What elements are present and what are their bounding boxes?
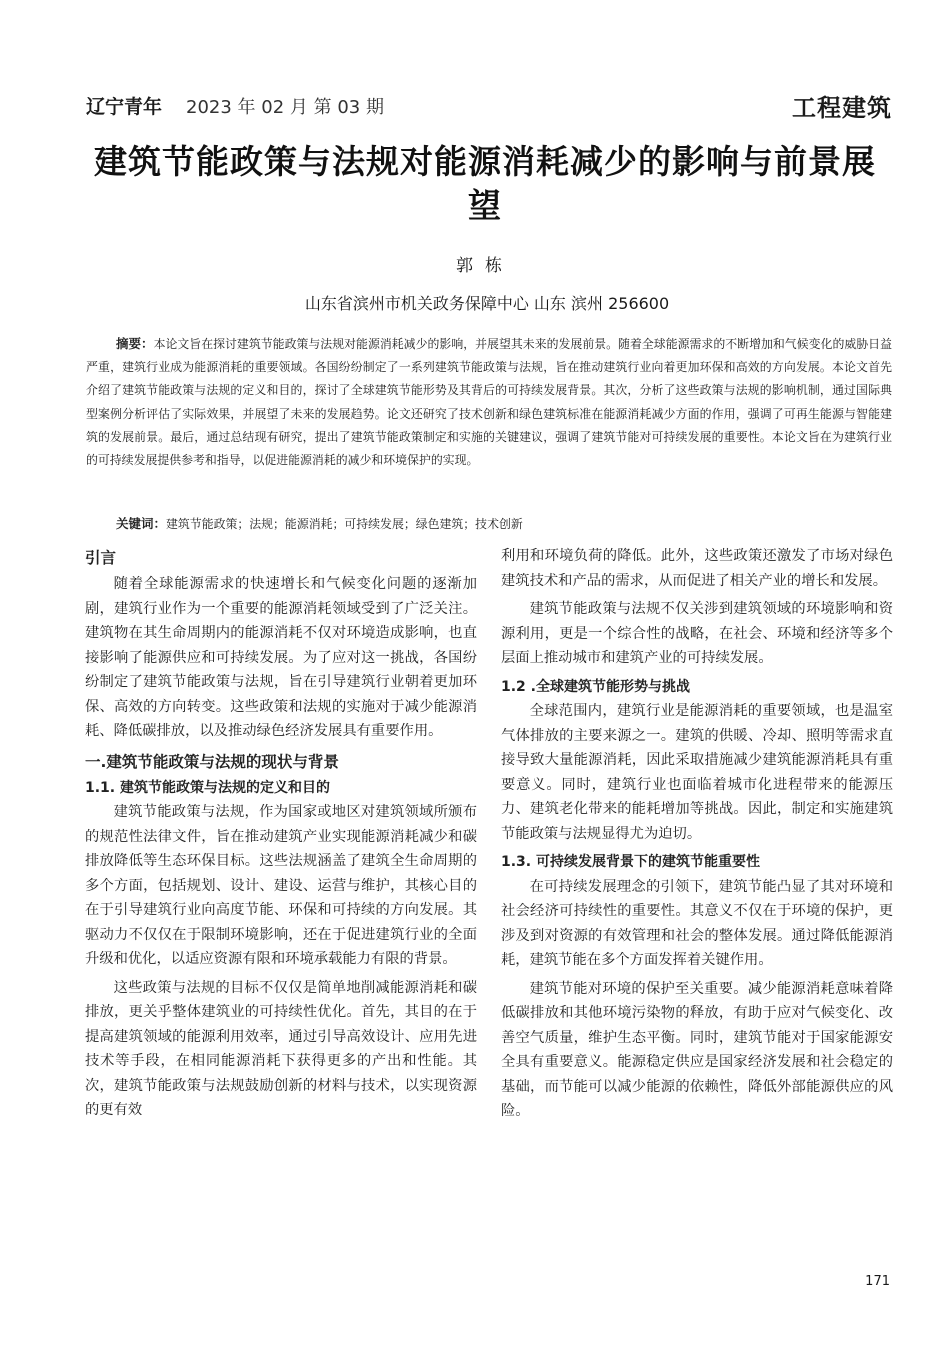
abstract-text: 本论文旨在探讨建筑节能政策与法规对能源消耗减少的影响，并展望其未来的发展前景。随着全球能源需求的不断增加和气候变化的威胁日益严重，建筑行业成为能源消耗的重要领域。各国纷纷制定了一系列建筑节能政策与法规，旨在推动建筑行业向着更加环保和高效的方向发展。本论文首先介绍了建筑节能政策与法规的定义和目的，探讨了全球建筑节能形势及其背后的可持续发展背景。其次，分析了这些政策与法规的影响机制，通过国际典型案例分析评估了实际效果，并展望了未来的发展趋势。论文还研究了技术创新和绿色建筑标准在能源消耗减少方面的作用，强调了可再生能源与智能建筑的发展前景。最后，通过总结现有研究，提出了建筑节能政策制定和实施的关键建议，强调了建筑节能对可持续发展的重要性。本论文旨在为建筑行业的可持续发展提供参考和指导，以促进能源消耗的减少和环境保护的实现。 [86,337,892,468]
paragraph-intro: 随着全球能源需求的快速增长和气候变化问题的逐渐加剧，建筑行业作为一个重要的能源消耗领域受到了广泛关注。建筑物在其生命周期内的能源消耗不仅对环境造成影响，也直接影响了能源供应和可持续发展。为了应对这一挑战，各国纷纷制定了建筑节能政策与法规，旨在引导建筑行业朝着更加环保、高效的方向转变。这些政策和法规的实施对于减少能源消耗、降低碳排放，以及推动绿色经济发展具有重要作用。 [85,576,477,739]
journal-name: 辽宁青年 [86,96,163,118]
heading-1-3: 1.3. 可持续发展背景下的建筑节能重要性 [501,854,760,870]
page-number: 171 [865,1274,890,1289]
paragraph-1-1-c: 建筑节能政策与法规不仅关涉到建筑领域的环境影响和资源利用，更是一个综合性的战略，在社会、环境和经济等多个层面上推动城市和建筑产业的可持续发展。 [501,601,893,666]
page-header [86,88,892,124]
keywords-label: 关键词： [116,516,167,531]
paragraph-1-1-b: 这些政策与法规的目标不仅仅是简单地削减能源消耗和碳排放，更关乎整体建筑业的可持续性优化。首先，其目的在于提高建筑领域的能源利用效率，通过引导高效设计、应用先进技术等手段，在相同能源消耗下获得更多的产出和性能。其次，建筑节能政策与法规鼓励创新的材料与技术，以实现资源的更有效 [85,979,477,1118]
author-affiliation: 山东省滨州市机关政务保障中心 山东 滨州 256600 [304,294,670,313]
heading-1-1: 1.1. 建筑节能政策与法规的定义和目的 [85,779,330,796]
abstract [86,332,892,472]
paragraph-1-3-b: 建筑节能对环境的保护至关重要。减少能源消耗意味着降低碳排放和其他环境污染物的释放，有助于应对气候变化、改善空气质量，维护生态平衡。同时，建筑节能对于国家能源安全具有重要意义。能源稳定供应是国家经济发展和社会稳定的基础，而节能可以减少能源的依赖性，降低外部能源供应的风险。 [501,980,893,1119]
right-column [501,544,893,1124]
heading-section-1: 一.建筑节能政策与法规的现状与背景 [85,752,339,771]
heading-intro: 引言 [85,549,117,567]
paper-title: 建筑节能政策与法规对能源消耗减少的影响与前景展望 [94,142,876,225]
left-column [85,544,477,1123]
paragraph-continued: 利用和环境负荷的降低。此外，这些政策还激发了市场对绿色建筑技术和产品的需求，从而促进了相关产业的增长和发展。 [501,548,893,589]
paragraph-1-1-a: 建筑节能政策与法规，作为国家或地区对建筑领域所颁布的规范性法律文件，旨在推动建筑产业实现能源消耗减少和碳排放降低等生态环保目标。这些法规涵盖了建筑全生命周期的多个方面，包括规划、设计、建设、运营与维护，其核心目的在于引导建筑行业向高度节能、环保和可持续的方向发展。其驱动力不仅仅在于限制环境影响，还在于促进建筑行业的全面升级和优化，以适应资源有限和环境承载能力有限的背景。 [85,804,477,967]
heading-1-2: 1.2 .全球建筑节能形势与挑战 [501,678,690,695]
section-name: 工程建筑 [792,94,892,122]
keywords-text: 建筑节能政策；法规；能源消耗；可持续发展；绿色建筑；技术创新 [166,517,523,531]
paragraph-1-3-a: 在可持续发展理念的引领下，建筑节能凸显了其对环境和社会经济可持续性的重要性。其意义不仅在于环境的保护，更涉及到对资源的有效管理和社会的整体发展。通过降低能源消耗，建筑节能在多个方面发挥着关键作用。 [501,878,893,968]
author-name: 郭栋 [456,256,514,276]
abstract-label: 摘要： [116,336,154,351]
issue-info: 2023 年 02 月 第 03 期 [186,97,384,118]
paragraph-1-2: 全球范围内，建筑行业是能源消耗的重要领域，也是温室气体排放的主要来源之一。建筑的供暖、冷却、照明等需求直接导致大量能源消耗，因此采取措施减少建筑能源消耗具有重要意义。同时，建筑行业也面临着城市化进程带来的能源压力、建筑老化带来的能耗增加等挑战。因此，制定和实施建筑节能政策与法规显得尤为迫切。 [501,703,893,842]
keywords [86,513,892,535]
